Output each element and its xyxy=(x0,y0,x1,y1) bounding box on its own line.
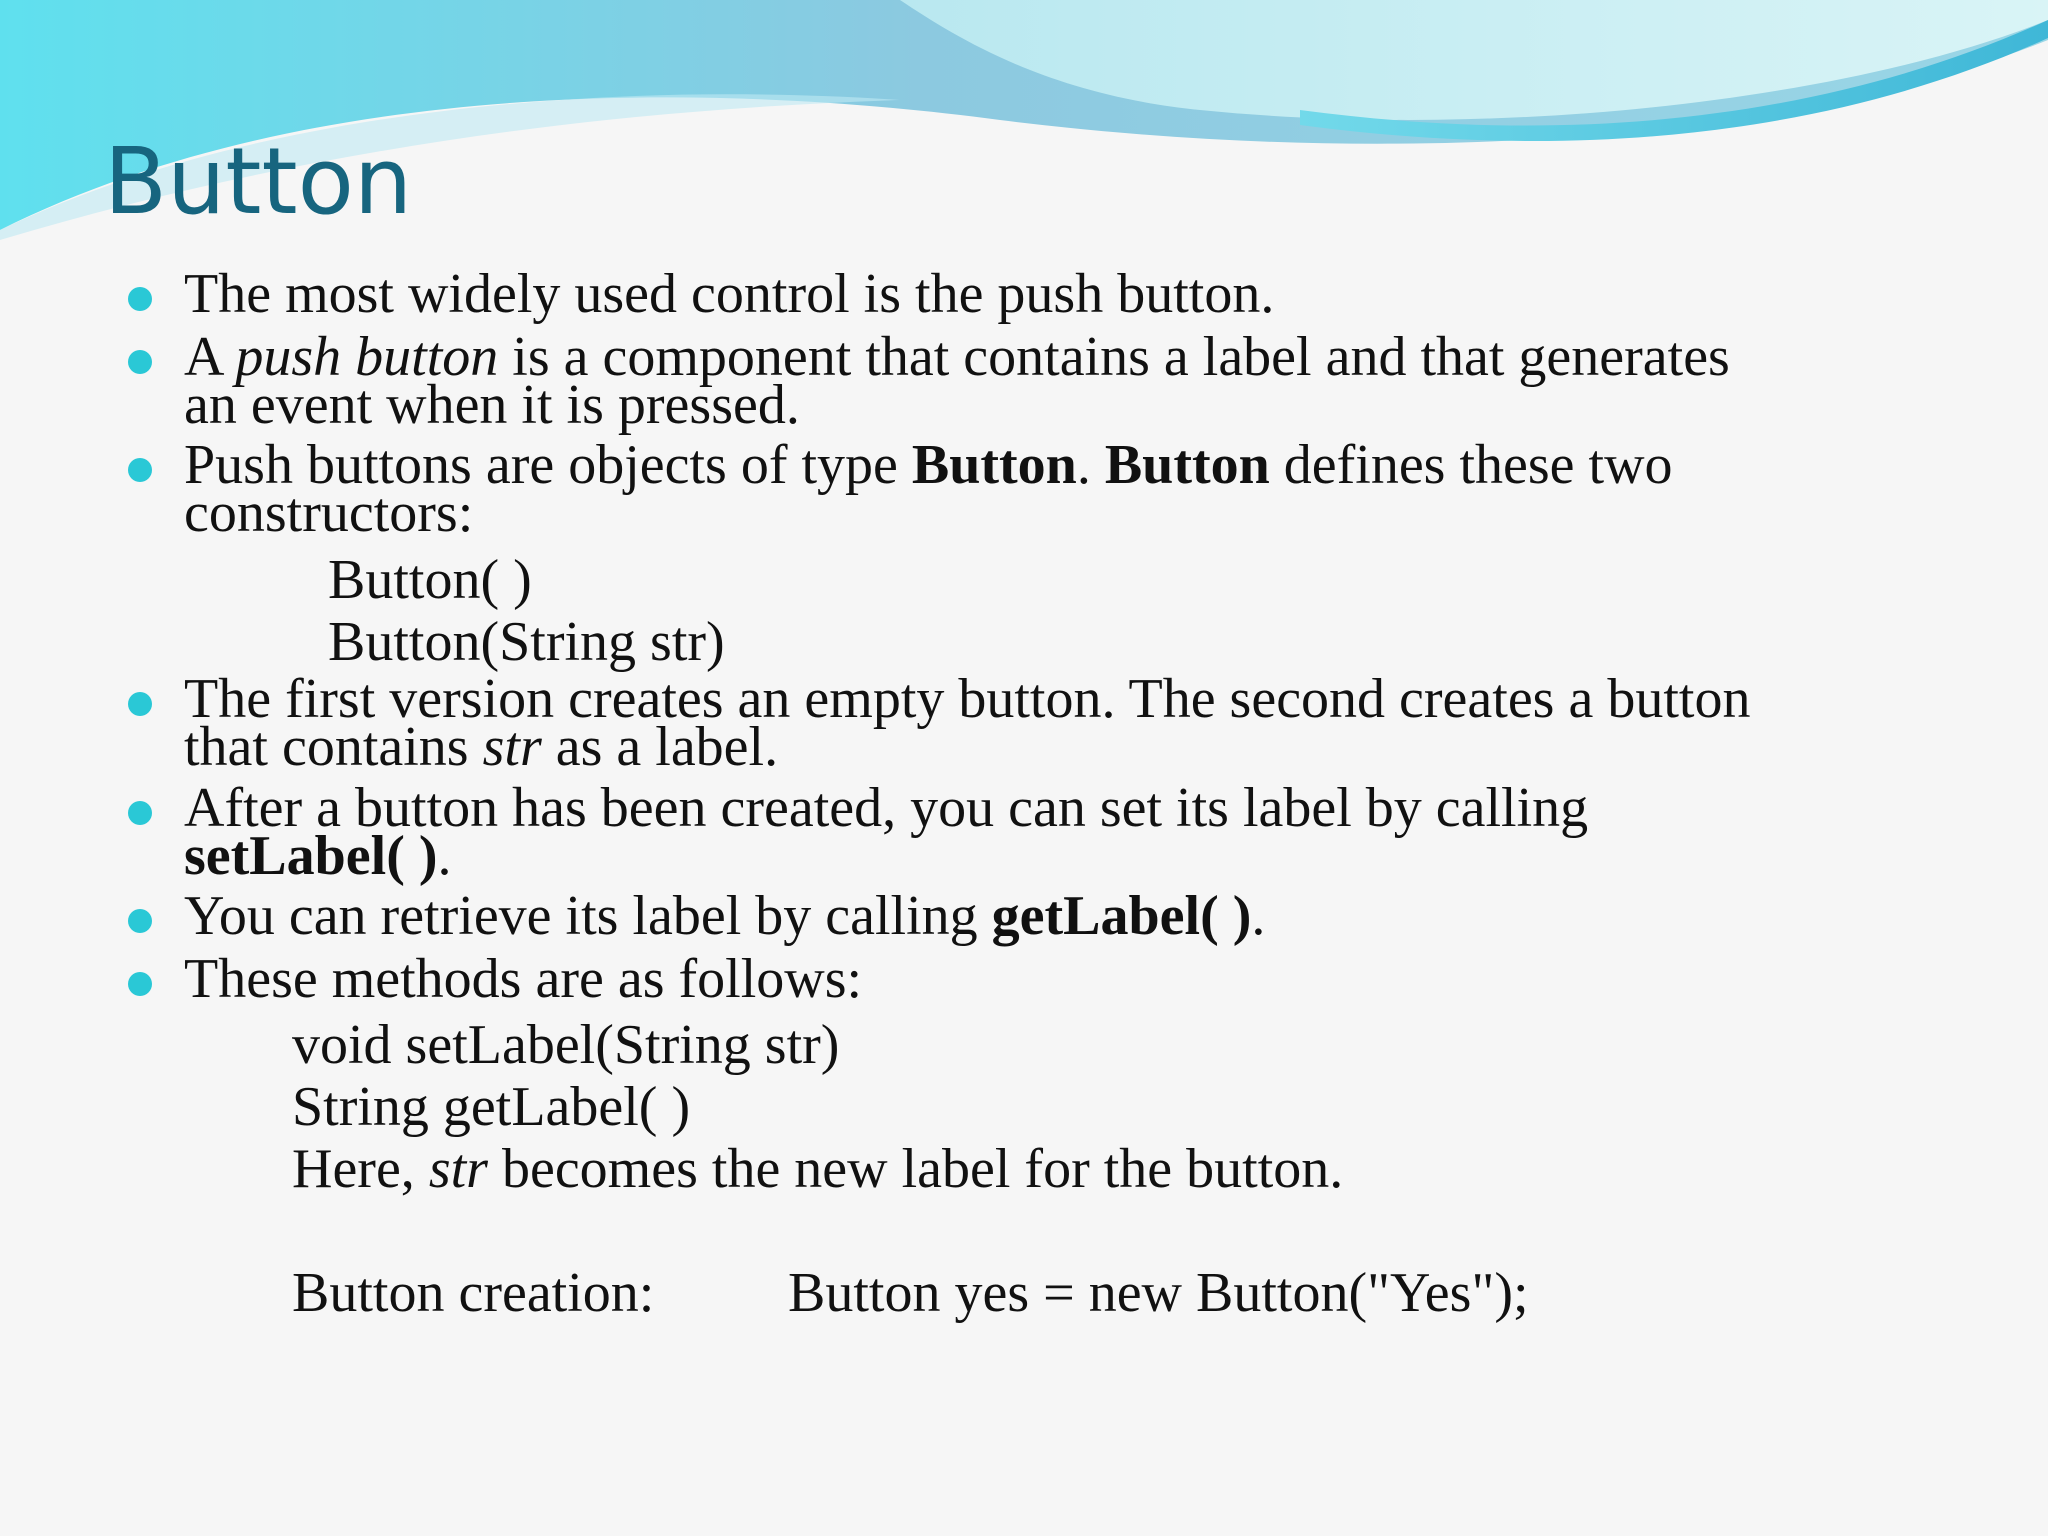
bullet-3-text: Push buttons are objects of type xyxy=(184,434,912,496)
bullet-3-text: defines these two xyxy=(1269,434,1673,496)
constructor-line: Button(String str) xyxy=(328,611,725,673)
method-signature: String getLabel( ) xyxy=(292,1076,691,1138)
bullet-1-text: The most widely used control is the push button. xyxy=(184,263,1275,325)
bullet-6 xyxy=(184,885,1266,947)
bullet-2 xyxy=(184,326,1730,436)
bullet-7 xyxy=(184,948,863,1010)
bullet-dot xyxy=(128,287,152,311)
bullet-2-text: A xyxy=(184,326,236,388)
bullet-7-text: These methods are as follows: xyxy=(184,948,863,1010)
bullet-1 xyxy=(184,263,1275,325)
bullet-4-text: The first version creates an empty button. The second creates a button xyxy=(184,668,1751,730)
bullet-3 xyxy=(184,434,1673,544)
bold-term: Button xyxy=(1104,434,1270,496)
italic-term: str xyxy=(482,716,542,778)
bullet-5-text: After a button has been created, you can set its label by calling xyxy=(184,777,1589,839)
note-text: becomes the new label for the button. xyxy=(487,1138,1344,1200)
bullet-3-text: constructors: xyxy=(184,482,474,544)
bullet-4-text: that contains xyxy=(184,716,483,778)
bullet-6-text: You can retrieve its label by calling xyxy=(184,885,992,947)
bullet-2-text: an event when it is pressed. xyxy=(184,374,800,436)
method-signature: void setLabel(String str) xyxy=(292,1014,840,1076)
slide-title: Button xyxy=(104,128,413,235)
italic-term: str xyxy=(428,1138,488,1200)
note-text: Here, xyxy=(292,1138,429,1200)
bold-term: setLabel( ) xyxy=(184,825,438,887)
bullet-dot xyxy=(128,909,152,933)
bold-term: Button xyxy=(911,434,1077,496)
note-line xyxy=(292,1139,1343,1199)
bullet-5-text: . xyxy=(437,825,452,887)
bullet-2-text: is a component that contains a label and that generates xyxy=(498,326,1730,388)
bullet-dot xyxy=(128,692,152,716)
bullet-5 xyxy=(184,777,1589,887)
bullet-dot xyxy=(128,972,152,996)
bullet-4 xyxy=(184,668,1751,778)
bullet-3-text: . xyxy=(1076,434,1105,496)
creation-code: Button yes = new Button("Yes"); xyxy=(788,1262,1529,1324)
creation-label: Button creation: xyxy=(292,1262,655,1324)
bullet-6-text: . xyxy=(1251,885,1266,947)
bold-term: getLabel( ) xyxy=(991,885,1252,947)
bullet-dot xyxy=(128,458,152,482)
bullet-dot xyxy=(128,350,152,374)
italic-term: push button xyxy=(235,326,499,388)
bullet-dot xyxy=(128,801,152,825)
constructor-line: Button( ) xyxy=(328,549,532,611)
bullet-4-text: as a label. xyxy=(541,716,779,778)
